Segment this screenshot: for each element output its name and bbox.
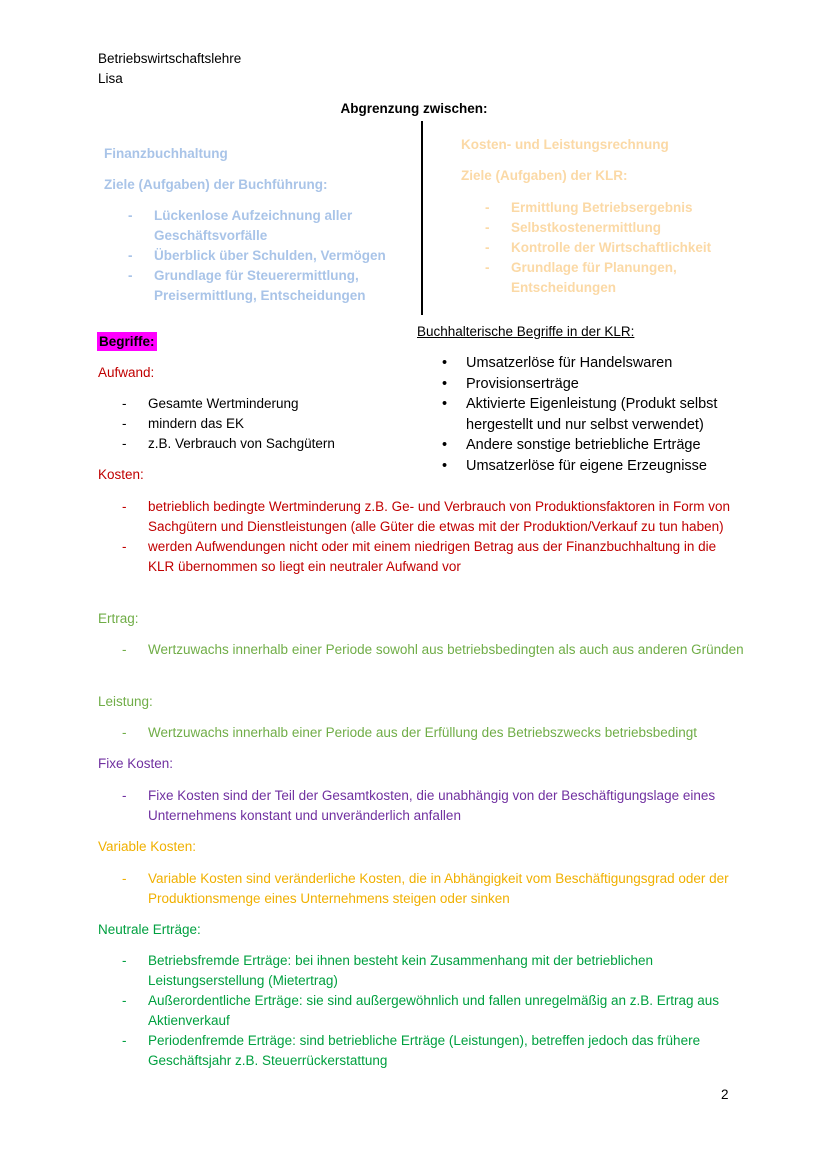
list-item: • Umsatzerlöse für Handelswaren (439, 353, 759, 374)
list-item: - Gesamte Wertminderung (98, 394, 398, 414)
ertrag-label: Ertrag: (98, 611, 139, 626)
list-item: - Überblick über Schulden, Vermögen (104, 246, 404, 266)
list-item: - Lückenlose Aufzeichnung aller Geschäftsvorfälle (104, 206, 404, 246)
list-item: - Wertzuwachs innerhalb einer Periode sowohl aus betriebsbedingten als auch aus anderen Gründen (98, 640, 748, 660)
list-item: - Außerordentliche Erträge: sie sind außergewöhnlich und fallen unregelmäßig an z.B. Ertrag aus Aktienverkauf (98, 991, 748, 1031)
list-item: - Variable Kosten sind veränderliche Kosten, die in Abhängigkeit vom Beschäftigungsgrad oder der Produktionsmenge eines Unternehmens steigen oder sinken (98, 869, 748, 909)
klr-terms-heading: Buchhalterische Begriffe in der KLR: (417, 324, 635, 339)
list-item: - Ermittlung Betriebsergebnis (461, 198, 761, 218)
klr-terms-list (439, 353, 759, 476)
list-item: - Selbstkostenermittlung (461, 218, 761, 238)
finanzbuchhaltung-title: Finanzbuchhaltung (104, 146, 228, 161)
finanzbuchhaltung-goals-list (104, 206, 404, 306)
list-item: - Grundlage für Planungen, Entscheidungen (461, 258, 761, 298)
leistung-label: Leistung: (98, 694, 153, 709)
column-divider (421, 121, 423, 315)
klr-title: Kosten- und Leistungsrechnung (461, 137, 669, 152)
neutrale-ertraege-list (98, 951, 748, 1071)
list-item: - Periodenfremde Erträge: sind betriebliche Erträge (Leistungen), betreffen jedoch das frühere Geschäftsjahr z.B. Steuerrückerstattung (98, 1031, 748, 1071)
list-item: - Grundlage für Steuerermittlung, Preisermittlung, Entscheidungen (104, 266, 404, 306)
begriffe-label: Begriffe: (99, 334, 155, 349)
variable-kosten-list (98, 869, 748, 909)
list-item: • Aktivierte Eigenleistung (Produkt selbst hergestellt und nur selbst verwendet) (439, 394, 759, 435)
list-item: - z.B. Verbrauch von Sachgütern (98, 434, 398, 454)
fixe-kosten-label: Fixe Kosten: (98, 756, 174, 771)
aufwand-label: Aufwand: (98, 365, 155, 380)
list-item: • Umsatzerlöse für eigene Erzeugnisse (439, 456, 759, 477)
ertrag-list (98, 640, 748, 660)
list-item: - Kontrolle der Wirtschaftlichkeit (461, 238, 761, 258)
fixe-kosten-list (98, 786, 748, 826)
list-item: • Andere sonstige betriebliche Erträge (439, 435, 759, 456)
neutrale-ertraege-label: Neutrale Erträge: (98, 922, 201, 937)
list-item: - werden Aufwendungen nicht oder mit einem niedrigen Betrag aus der Finanzbuchhaltung in die KLR übernommen so liegt ein neutraler Aufwand vor (98, 537, 738, 577)
finanzbuchhaltung-goals-heading: Ziele (Aufgaben) der Buchführung: (104, 177, 328, 192)
klr-goals-heading: Ziele (Aufgaben) der KLR: (461, 168, 628, 183)
variable-kosten-label: Variable Kosten: (98, 839, 197, 854)
list-item: - mindern das EK (98, 414, 398, 434)
page-number: 2 (721, 1087, 729, 1102)
header-name: Lisa (98, 71, 123, 86)
list-item: - Betriebsfremde Erträge: bei ihnen besteht kein Zusammenhang mit der betrieblichen Leistungserstellung (Mietertrag) (98, 951, 748, 991)
aufwand-list (98, 394, 398, 454)
list-item: - Fixe Kosten sind der Teil der Gesamtkosten, die unabhängig von der Beschäftigungslage eines Unternehmens konstant und unveränderlich anfallen (98, 786, 748, 826)
list-item: - Wertzuwachs innerhalb einer Periode aus der Erfüllung des Betriebszwecks betriebsbedingt (98, 723, 748, 743)
leistung-list (98, 723, 748, 743)
kosten-label: Kosten: (98, 467, 144, 482)
kosten-list (98, 497, 738, 577)
main-heading: Abgrenzung zwischen: (340, 101, 488, 116)
klr-goals-list (461, 198, 761, 298)
header-subject: Betriebswirtschaftslehre (98, 51, 242, 66)
list-item: • Provisionserträge (439, 374, 759, 395)
list-item: - betrieblich bedingte Wertminderung z.B. Ge- und Verbrauch von Produktionsfaktoren in Form von Sachgütern und Dienstleistungen (alle Güter die etwas mit der Produktion/Verkauf zu tun haben) (98, 497, 738, 537)
